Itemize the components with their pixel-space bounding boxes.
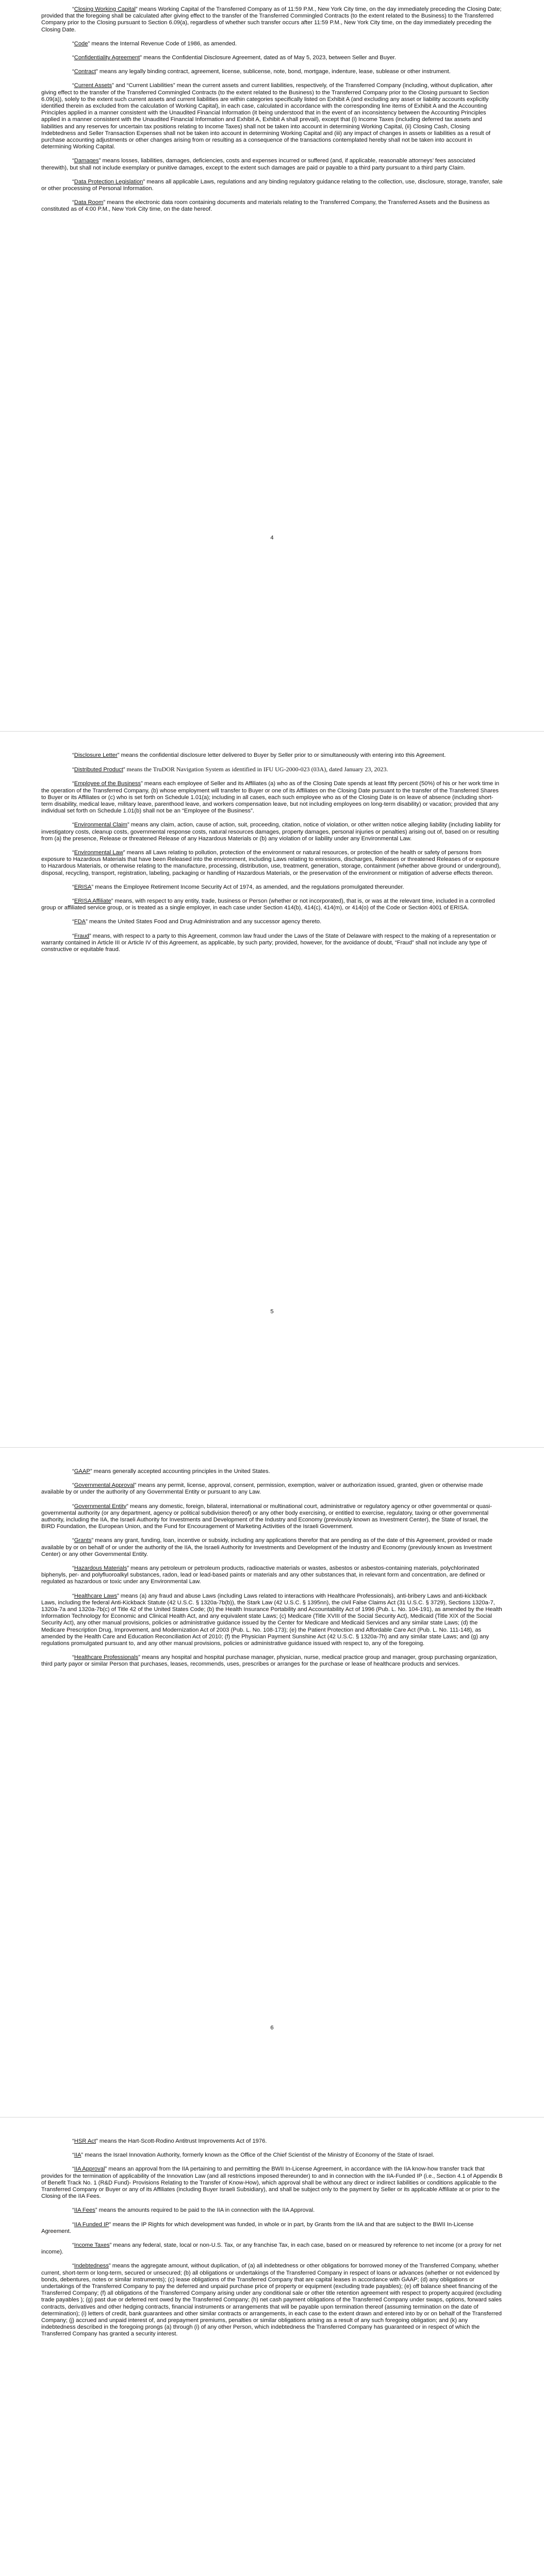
page-number: 5 <box>270 1309 274 1315</box>
definition-indebtedness: “Indebtedness” means the aggregate amount, without duplication, of (a) all indebtedness or other obligations for borrowed money of the Transferred Company, whether current, short-term or long-term, secured or unsecured; (b) all obligations or undertakings of the Transferred Company in respect of loans or advances (whether or not evidenced by bonds, debentures, notes or similar instruments); (c) lease obligations of the Transferred Company that are capital leases in accordance with GAAP; (d) any obligations or undertakings of the Transferred Company to pay the deferred and unpaid purchase price of property or equipment (excluding trade payables); (e) off balance sheet financing of the Transferred Company; (f) all obligations of the Transferred Company arising under any conditional sale or other title retention agreement with respect to property acquired (excluding trade payables ); (g) past due or deferred rent owed by the Transferred Company; (h) net cash payment obligations of the Transferred Company under swaps, options, forward sales contracts, derivatives and other hedging contracts, financial instruments or arrangements that will be payable upon termination thereof (assuming termination on the date of determination); (i) letters of credit, bank guarantees and other similar contracts or arrangements, in each case to the extent drawn and entered into by or on behalf of the Transferred Company; (j) accrued and unpaid interest of, and prepayment premiums, penalties or similar obligations arising as a result of any such foregoing obligation; and (k) any indebtedness described in the foregoing prongs (a) through (i) of any other Person, which indebtedness the Transferred Company has guaranteed or in respect of which the Transferred Company has granted a security interest. <box>41 2263 502 2337</box>
definition-healthcare-laws: “Healthcare Laws” means (a) any fraud and abuse Laws (including Laws related to interactions with Healthcare Professionals), anti-bribery Laws and anti-kickback Laws, including the federal Anti-Kickback Statute (42 U.S.C. § 1320a-7b(b)), the Stark Law (42 U.S.C. § 1395nn), the civil False Claims Act (31 U.S.C. § 3729), Sections 1320a-7, 1320a-7a and 1320a-7b(c) of Title 42 of the United States Code; (b) the Health Insurance Portability and Accountability Act of 1996 (Pub. L. No. 104-191), as amended by the Health Information Technology for Economic and Clinical Health Act, and any equivalent state Laws; (c) Medicare (Title XVIII of the Social Security Act), Medicaid (Title XIX of the Social Security Act), any other manual provisions, policies or administrative guidance issued by the Center for Medicare and Medicaid Services and any similar state Laws; (d) the Medicare Prescription Drug, Improvement, and Modernization Act of 2003 (Pub. L. No. 108-173); (e) the Patient Protection and Affordable Care Act (Pub. L. No. 111-148), as amended by the Health Care and Education Reconciliation Act of 2010; (f) the Physician Payment Sunshine Act (42 U.S.C. § 1320a-7h) and any similar state Laws; and (g) any regulations promulgated pursuant to, and any other manual provisions, policies or administrative guidance issued with respect to, any of the foregoing. <box>41 1592 502 1647</box>
definition-damages: “Damages” means losses, liabilities, damages, deficiencies, costs and expenses incurred or suffered (and, if applicable, reasonable attorneys’ fees associated therewith), but shall not include exemplary or punitive damages, except to the extent such damages are paid or payable to a third party pursuant to a third party Claim. <box>41 158 475 171</box>
definition-text: means any legally binding contract, agreement, license, sublicense, note, bond, mortgage, indenture, lease, sublease or other instrument. <box>97 69 451 75</box>
definition-text: means the Internal Revenue Code of 1986, as amended. <box>90 40 237 47</box>
definition-confidentiality-agreement: “Confidentiality Agreement” means the Confidential Disclosure Agreement, dated as of May 5, 2023, between Seller and Buyer. <box>72 55 397 61</box>
page-6 <box>0 1448 544 2117</box>
defined-term: Income Taxes <box>74 2242 110 2249</box>
defined-term: FDA <box>74 919 86 925</box>
definition-text: means the United States Food and Drug Administration and any successor agency thereto. <box>87 919 322 925</box>
defined-term: Data Protection Legislation <box>74 178 143 185</box>
page-7 <box>0 2117 544 2576</box>
definition-healthcare-professionals: “Healthcare Professionals” means any hospital and hospital purchase manager, physician, nurse, medical practice group and manager, group purchasing organization, third party payor or similar Person that purchases, leases, recommends, uses, prescribes or arranges for the purchase or lease of healthcare products and services. <box>41 1654 498 1668</box>
defined-term: Environmental Law <box>74 850 123 856</box>
page-number: 6 <box>270 2025 274 2031</box>
definition-text: means any grant, funding, loan, incentive or subsidy, including any applications therefor that are pending as of the date of this Agreement, provided or made available by or on behalf of or under the authority of the IIA, the Israeli Authority for Investments and Development of the Industry and Economy (previously known as Investment Center) or any other Governmental Entity. <box>41 1537 493 1557</box>
definition-text: means any permit, license, approval, consent, permission, exemption, waiver or authorization issued, granted, given or otherwise made available by or under the authority of any Governmental Entity or pursuant to any Law. <box>41 1482 483 1496</box>
definition-text: means the electronic data room containing documents and materials relating to the Transferred Company, the Transferred Assets and the Business as constituted as of 4:00 P.M., New York City time, on the date hereof. <box>41 199 490 213</box>
definition-employee-of-the-business: “Employee of the Business” means each employee of Seller and its Affiliates (a) who as of the Closing Date spends at least fifty percent (50%) of his or her work time in the operation of the Transferred Company, (b) whose employment will transfer to Buyer or one of its Affiliates on the Closing Date pursuant to the transfer of the Transferred Shares to Buyer or its Affiliates or (c) who is set forth on Schedule 1.01(a); including in all cases, each such employee who as of the Closing Date is on leave of absence (including short-term disability, medical leave, military leave, parenthood leave, and workers compensation leave, but not including employees on long-term disability) or vacation; provided that any individual set forth on Schedule 1.01(b) shall not be an “Employee of the Business”. <box>41 781 500 815</box>
definition-iia-fees: “IIA Fees” means the amounts required to be paid to the IIA in connection with the IIA Approval. <box>72 2207 315 2214</box>
definition-text: means any domestic, foreign, bilateral, international or multinational court, administrative or regulatory agency or other governmental or quasi-governmental authority (or any department, agency or political subdivision thereof) or any other body exercising, or entitled to exercise, regulatory, taxing or other governmental authority, including the IIA, the Israeli Authority for Investments and Development of the Industry and Economy (previously known as Investment Center), the State of Israel, the BIRD Foundation, the European Union, and the Fund for Encouragement of Marketing Activities of the Israeli Government. <box>41 1503 492 1530</box>
definition-erisa: “ERISA” means the Employee Retirement Income Security Act of 1974, as amended, and the regulations promulgated thereunder. <box>72 884 404 890</box>
definition-text: means each employee of Seller and its Affiliates (a) who as of the Closing Date spends at least fifty percent (50%) of his or her work time in the operation of the Transferred Company, (b) whose employment will transfer to Buyer or one of its Affiliates on the Closing Date pursuant to the transfer of the Transferred Shares to Buyer or its Affiliates or (c) who is set forth on Schedule 1.01(a); including in all cases, each such employee who as of the Closing Date is on leave of absence (including short-term disability, medical leave, military leave, parenthood leave, and workers compensation leave, but not including employees on long-term disability) or vacation; provided that any individual set forth on Schedule 1.01(b) shall not be an “Employee of the Business”. <box>41 781 500 815</box>
defined-term: Contract <box>74 69 96 75</box>
definition-data-protection-legislation: “Data Protection Legislation” means all applicable Laws, regulations and any binding regulatory guidance relating to the collection, use, disclosure, storage, transfer, sale or other processing of Personal Information. <box>41 178 503 192</box>
defined-term: Healthcare Professionals <box>74 1654 139 1661</box>
definition-fda: “FDA” means the United States Food and Drug Administration and any successor agency thereto. <box>72 919 322 925</box>
definition-hazardous-materials: “Hazardous Materials” means any petroleum or petroleum products, radioactive materials or wastes, asbestos or asbestos-containing materials, polychlorinated biphenyls, per- and polyfluoroalkyl substances, radon, lead or lead-based paints or materials and any other substances that, in relevant form and concentration, are defined or regulated as hazardous or toxic under any Environmental Law. <box>41 1565 485 1585</box>
definition-text: and “Current Liabilities” mean the current assets and current liabilities, respectively, of the Transferred Company (including, without duplication, after giving effect to the transfer of the Transferred Commingled Contracts (to the extent related to the Business) to the Transferred Company prior to the Closing pursuant to Section 6.09(a)), solely to the extent such current assets and current liabilities are within categories specifically listed on Exhibit A (and excluding any asset or liability accounts explicitly identified therein as excluded from the calculation of Working Capital), in each case, calculated in accordance with the corresponding line items of Exhibit A and the Accounting Principles applied in a manner consistent with the Unaudited Financial Information (it being understood that in the event of an inconsistency between the Accounting Principles applied in a manner consistent with the Unaudited Financial Information and Exhibit A, Exhibit A shall prevail), except that (i) Income Taxes (including deferred tax assets and liabilities and any reserves for uncertain tax positions relating to Income Taxes) shall not be taken into account in determining Working Capital, (ii) Closing Cash, Closing Indebtedness and Seller Transaction Expenses shall not be taken into account in determining Working Capital and (iii) any impact of changes in assets or liabilities as a result of purchase accounting adjustments or other changes arising from or resulting as a consequence of the transactions contemplated hereby shall not be taken into account in determining Working Capital. <box>41 82 493 150</box>
definition-grants: “Grants” means any grant, funding, loan, incentive or subsidy, including any applications therefor that are pending as of the date of this Agreement, provided or made available by or on behalf of or under the authority of the IIA, the Israeli Authority for Investments and Development of the Industry and Economy (previously known as Investment Center) or any other Governmental Entity. <box>41 1537 493 1557</box>
defined-term: Fraud <box>74 933 89 939</box>
definition-text: means any federal, state, local or non-U.S. Tax, or any franchise Tax, in each case, based on or measured by reference to net income (or a proxy for net income). <box>41 2242 502 2256</box>
definition-text: means Working Capital of the Transferred Company as of 11:59 P.M., New York City time, on the day immediately preceding the Closing Date; provided that the foregoing shall be calculated after giving effect to the transfer of the Transferred Commingled Contracts (to the extent related to the Business) to the Transferred Company prior to the Closing pursuant to Section 6.09(a), regardless of whether such transfer occurs after 11:59 P.M., New York City time, on the day immediately preceding the Closing Date. <box>41 6 502 33</box>
definition-iia-funded-ip: “IIA Funded IP” means the IP Rights for which development was funded, in whole or in part, by Grants from the IIA and that are subject to the BWII In-License Agreement. <box>41 2221 474 2234</box>
definition-iia: “IIA” means the Israel Innovation Authority, formerly known as the Office of the Chief Scientist of the Ministry of Economy of the State of Israel. <box>72 2152 435 2159</box>
definition-code: “Code” means the Internal Revenue Code of 1986, as amended. <box>72 40 237 47</box>
definition-iia-approval: “IIA Approval” means an approval from the IIA pertaining to and permitting the BWII In-License Agreement, in accordance with the IIA know-how transfer track that provides for the termination of applicability of the Innovation Law (and all restrictions imposed thereunder) to and in connection with the IIA-Funded IP (i.e., Section 4.1 of Appendix B of Benefit Track No. 1 (R&D Fund)- Provisions Relating to the Transfer of Know-How), which approval shall be without any direct or indirect liabilities or conditions applicable to the Transferred Company or Buyer or any of its Affiliates (including Buyer Israeli Subsidiary), and shall be subject only to the payment by Seller or its applicable Affiliate at or prior to the Closing of the IIA Fees. <box>41 2166 503 2200</box>
definition-text: means any petroleum or petroleum products, radioactive materials or wastes, asbestos or asbestos-containing materials, polychlorinated biphenyls, per- and polyfluoroalkyl substances, radon, lead or lead-based paints or materials and any other substances that, in relevant form and concentration, are defined or regulated as hazardous or toxic under any Environmental Law. <box>41 1565 485 1585</box>
definition-text: means the confidential disclosure letter delivered to Buyer by Seller prior to or simultaneously with entering into this Agreement. <box>119 752 446 758</box>
definition-text: means, with respect to a party to this Agreement, common law fraud under the Laws of the State of Delaware with respect to the making of a representation or warranty contained in Article III or Article IV of this Agreement, as applicable, by such party; provided, however, for the avoidance of doubt, “Fraud” shall not include any type of constructive or equitable fraud. <box>41 933 497 953</box>
defined-term: Environmental Claim <box>74 822 127 828</box>
definition-disclosure-letter: “Disclosure Letter” means the confidential disclosure letter delivered to Buyer by Seller prior to or simultaneously with entering into this Agreement. <box>72 752 446 758</box>
defined-term: Governmental Approval <box>74 1482 135 1489</box>
definition-text: means the Employee Retirement Income Security Act of 1974, as amended, and the regulations promulgated thereunder. <box>93 884 404 890</box>
defined-term: ERISA <box>74 884 92 890</box>
defined-term: Confidentiality Agreement <box>74 55 140 61</box>
defined-term: Governmental Entity <box>74 1503 127 1510</box>
definition-governmental-approval: “Governmental Approval” means any permit, license, approval, consent, permission, exemption, waiver or authorization issued, granted, given or otherwise made available by or under the authority of any Governmental Entity or pursuant to any Law. <box>41 1482 483 1496</box>
definition-text: means the amounts required to be paid to the IIA in connection with the IIA Approval. <box>97 2207 315 2214</box>
defined-term: ERISA Affiliate <box>74 898 111 905</box>
definition-text: means all applicable Laws, regulations and any binding regulatory guidance relating to the collection, use, disclosure, storage, transfer, sale or other processing of Personal Information. <box>41 178 503 192</box>
defined-term: Damages <box>74 158 99 164</box>
page-5 <box>0 732 544 1448</box>
definition-fraud: “Fraud” means, with respect to a party to this Agreement, common law fraud under the Laws of the State of Delaware with respect to the making of a representation or warranty contained in Article III or Article IV of this Agreement, as applicable, by such party; provided, however, for the avoidance of doubt, “Fraud” shall not include any type of constructive or equitable fraud. <box>41 933 497 953</box>
definition-current-assets: “Current Assets” and “Current Liabilities” mean the current assets and current liabilities, respectively, of the Transferred Company (including, without duplication, after giving effect to the transfer of the Transferred Commingled Contracts (to the extent related to the Business) to the Transferred Company prior to the Closing pursuant to Section 6.09(a)), solely to the extent such current assets and current liabilities are within categories specifically listed on Exhibit A (and excluding any asset or liability accounts explicitly identified therein as excluded from the calculation of Working Capital), in each case, calculated in accordance with the corresponding line items of Exhibit A and the Accounting Principles applied in a manner consistent with the Unaudited Financial Information (it being understood that in the event of an inconsistency between the Accounting Principles applied in a manner consistent with the Unaudited Financial Information and Exhibit A, Exhibit A shall prevail), except that (i) Income Taxes (including deferred tax assets and liabilities and any reserves for uncertain tax positions relating to Income Taxes) shall not be taken into account in determining Working Capital, (ii) Closing Cash, Closing Indebtedness and Seller Transaction Expenses shall not be taken into account in determining Working Capital and (iii) any impact of changes in assets or liabilities as a result of purchase accounting adjustments or other changes arising from or resulting as a consequence of the transactions contemplated hereby shall not be taken into account in determining Working Capital. <box>41 82 493 150</box>
defined-term: GAAP <box>74 1468 90 1475</box>
definition-text: means (a) any fraud and abuse Laws (including Laws related to interactions with Healthcare Professionals), anti-bribery Laws and anti-kickback Laws, including the federal Anti-Kickback Statute (42 U.S.C. § 1320a-7b(b)), the Stark Law (42 U.S.C. § 1395nn), the civil False Claims Act (31 U.S.C. § 3729), Sections 1320a-7, 1320a-7a and 1320a-7b(c) of Title 42 of the United States Code; (b) the Health Insurance Portability and Accountability Act of 1996 (Pub. L. No. 104-191), as amended by the Health Information Technology for Economic and Clinical Health Act, and any equivalent state Laws; (c) Medicare (Title XVIII of the Social Security Act), Medicaid (Title XIX of the Social Security Act), any other manual provisions, policies or administrative guidance issued by the Center for Medicare and Medicaid Services and any similar state Laws; (d) the Medicare Prescription Drug, Improvement, and Modernization Act of 2003 (Pub. L. No. 108-173); (e) the Patient Protection and Affordable Care Act (Pub. L. No. 111-148), as amended by the Health Care and Education Reconciliation Act of 2010; (f) the Physician Payment Sunshine Act (42 U.S.C. § 1320a-7h) and any similar state Laws; and (g) any regulations promulgated pursuant to, and any other manual provisions, policies or administrative guidance issued with respect to, any of the foregoing. <box>41 1592 502 1647</box>
defined-term: Current Assets <box>74 82 112 89</box>
definition-text: means an approval from the IIA pertaining to and permitting the BWII In-License Agreement, in accordance with the IIA know-how transfer track that provides for the termination of applicability of the Innovation Law (and all restrictions imposed thereunder) to and in connection with the IIA-Funded IP (i.e., Section 4.1 of Appendix B of Benefit Track No. 1 (R&D Fund)- Provisions Relating to the Transfer of Know-How), which approval shall be without any direct or indirect liabilities or conditions applicable to the Transferred Company or Buyer or any of its Affiliates (including Buyer Israeli Subsidiary), and shall be subject only to the payment by Seller or its applicable Affiliate at or prior to the Closing of the IIA Fees. <box>41 2166 503 2200</box>
defined-term: IIA Approval <box>74 2166 105 2173</box>
defined-term: Indebtedness <box>74 2263 109 2269</box>
definition-contract: “Contract” means any legally binding contract, agreement, license, sublicense, note, bond, mortgage, indenture, lease, sublease or other instrument. <box>72 69 451 75</box>
definition-income-taxes: “Income Taxes” means any federal, state, local or non-U.S. Tax, or any franchise Tax, in each case, based on or measured by reference to net income (or a proxy for net income). <box>41 2242 502 2256</box>
definition-environmental-law: “Environmental Law” means all Laws relating to pollution, protection of the environment or natural resources, or protection of the health or safety of persons from exposure to Hazardous Materials that have been Released into the environment, including Laws relating to emissions, discharges, Releases or threatened Releases of or exposure to Hazardous Materials, or otherwise relating to the manufacture, processing, distribution, use, treatment, generation, storage, containment (whether above ground or underground), disposal, recycling, transport, registration, labeling, packaging or handling of Hazardous Materials, or the preservation of the environment or mitigation of adverse effects thereon. <box>41 850 501 876</box>
definition-text: means the IP Rights for which development was funded, in whole or in part, by Grants from the IIA and that are subject to the BWII In-License Agreement. <box>41 2221 474 2234</box>
definition-closing-working-capital: “Closing Working Capital” means Working Capital of the Transferred Company as of 11:59 P.M., New York City time, on the day immediately preceding the Closing Date; provided that the foregoing shall be calculated after giving effect to the transfer of the Transferred Commingled Contracts (to the extent related to the Business) to the Transferred Company prior to the Closing pursuant to Section 6.09(a), regardless of whether such transfer occurs after 11:59 P.M., New York City time, on the day immediately preceding the Closing Date. <box>41 6 502 33</box>
defined-term: IIA Funded IP <box>74 2221 109 2228</box>
defined-term: Data Room <box>74 199 104 206</box>
defined-term: Disclosure Letter <box>74 752 118 758</box>
page-number: 4 <box>270 535 274 541</box>
definition-governmental-entity: “Governmental Entity” means any domestic, foreign, bilateral, international or multinational court, administrative or regulatory agency or other governmental or quasi-governmental authority (or any department, agency or political subdivision thereof) or any other body exercising, or entitled to exercise, regulatory, taxing or other governmental authority, including the IIA, the Israeli Authority for Investments and Development of the Industry and Economy (previously known as Investment Center), the State of Israel, the BIRD Foundation, the European Union, and the Fund for Encouragement of Marketing Activities of the Israeli Government. <box>41 1503 492 1530</box>
definition-text: means the aggregate amount, without duplication, of (a) all indebtedness or other obligations for borrowed money of the Transferred Company, whether current, short-term or long-term, secured or unsecured; (b) all obligations or undertakings of the Transferred Company in respect of loans or advances (whether or not evidenced by bonds, debentures, notes or similar instruments); (c) lease obligations of the Transferred Company that are capital leases in accordance with GAAP; (d) any obligations or undertakings of the Transferred Company to pay the deferred and unpaid purchase price of property or equipment (excluding trade payables); (e) off balance sheet financing of the Transferred Company; (f) all obligations of the Transferred Company arising under any conditional sale or other title retention agreement with respect to property acquired (excluding trade payables ); (g) past due or deferred rent owed by the Transferred Company; (h) net cash payment obligations of the Transferred Company under swaps, options, forward sales contracts, derivatives and other hedging contracts, financial instruments or arrangements that will be payable upon termination thereof (assuming termination on the date of determination); (i) letters of credit, bank guarantees and other similar contracts or arrangements, in each case to the extent drawn and entered into by or on behalf of the Transferred Company; (j) accrued and unpaid interest of, and prepayment premiums, penalties or similar obligations arising as a result of any such foregoing obligation; and (k) any indebtedness described in the foregoing prongs (a) through (i) of any other Person, which indebtedness the Transferred Company has guaranteed or in respect of which the Transferred Company has granted a security interest. <box>41 2263 502 2337</box>
defined-term: HSR Act <box>74 2138 96 2144</box>
definition-text: means generally accepted accounting principles in the United States. <box>92 1468 270 1475</box>
definition-environmental-claim: “Environmental Claim” means any claim, action, cause of action, suit, proceeding, citation, notice of violation, or other written notice alleging liability (including liability for investigatory costs, cleanup costs, governmental response costs, natural resources damages, property damages, personal injuries or penalties) arising out of, based on or resulting from (a) the presence, Release or threatened Release of any Hazardous Materials or (b) any violation of or liability under any Environmental Law. <box>41 822 501 842</box>
definition-gaap: “GAAP” means generally accepted accounting principles in the United States. <box>72 1468 270 1475</box>
definition-erisa-affiliate: “ERISA Affiliate” means, with respect to any entity, trade, business or Person (whether or not incorporated), that is, or was at the relevant time, included in a controlled group or affiliated service group, or is treated as a single employer, in each case under Section 414(b), 414(c), 414(m), or 414(o) of the Code or Section 4001 of ERISA. <box>41 898 495 911</box>
page-4 <box>0 0 544 732</box>
definition-text: means all Laws relating to pollution, protection of the environment or natural resources, or protection of the health or safety of persons from exposure to Hazardous Materials that have been Released into the environment, including Laws relating to emissions, discharges, Releases or threatened Releases of or exposure to Hazardous Materials, or otherwise relating to the manufacture, processing, distribution, use, treatment, generation, storage, containment (whether above ground or underground), disposal, recycling, transport, registration, labeling, packaging or handling of Hazardous Materials, or the preservation of the environment or mitigation of adverse effects thereon. <box>41 850 501 876</box>
defined-term: IIA Fees <box>74 2207 95 2214</box>
definition-text: means the TruDOR Navigation System as identified in IFU UG-2000-023 (03A), dated January 23, 2023. <box>125 766 388 773</box>
definition-data-room: “Data Room” means the electronic data room containing documents and materials relating to the Transferred Company, the Transferred Assets and the Business as constituted as of 4:00 P.M., New York City time, on the date hereof. <box>41 199 490 213</box>
defined-term: Grants <box>74 1537 92 1544</box>
defined-term: Closing Working Capital <box>74 6 136 12</box>
defined-term: Code <box>74 40 88 47</box>
definition-text: means, with respect to any entity, trade, business or Person (whether or not incorporated), that is, or was at the relevant time, included in a controlled group or affiliated service group, or is treated as a single employer, in each case under Section 414(b), 414(c), 414(m), or 414(o) of the Code or Section 4001 of ERISA. <box>41 898 495 911</box>
definition-text: means the Israel Innovation Authority, formerly known as the Office of the Chief Scientist of the Ministry of Economy of the State of Israel. <box>83 2152 435 2159</box>
defined-term: Distributed Product <box>74 767 123 773</box>
definition-hsr-act: “HSR Act” means the Hart-Scott-Rodino Antitrust Improvements Act of 1976. <box>72 2138 267 2144</box>
definition-distributed-product: “Distributed Product” means the TruDOR Navigation System as identified in IFU UG-2000-023 (03A), dated January 23, 2023. <box>72 766 388 773</box>
definition-text: means any hospital and hospital purchase manager, physician, nurse, medical practice group and manager, group purchasing organization, third party payor or similar Person that purchases, leases, recommends, uses, prescribes or arranges for the purchase or lease of healthcare products and services. <box>41 1654 498 1668</box>
defined-term: Employee of the Business <box>74 781 141 787</box>
defined-term: Hazardous Materials <box>74 1565 127 1572</box>
definition-text: means the Confidential Disclosure Agreement, dated as of May 5, 2023, between Seller and Buyer. <box>141 55 397 61</box>
defined-term: Healthcare Laws <box>74 1592 118 1599</box>
definition-text: means any claim, action, cause of action, suit, proceeding, citation, notice of violation, or other written notice alleging liability (including liability for investigatory costs, cleanup costs, governmental response costs, natural resources damages, property damages, personal injuries or penalties) arising out of, based on or resulting from (a) the presence, Release or threatened Release of any Hazardous Materials or (b) any violation of or liability under any Environmental Law. <box>41 822 501 842</box>
definition-text: means the Hart-Scott-Rodino Antitrust Improvements Act of 1976. <box>97 2138 267 2144</box>
defined-term: IIA <box>74 2152 81 2159</box>
definition-text: means losses, liabilities, damages, deficiencies, costs and expenses incurred or suffered (and, if applicable, reasonable attorneys’ fees associated therewith), but shall not include exemplary or punitive damages, except to the extent such damages are paid or payable to a third party pursuant to a third party Claim. <box>41 158 475 171</box>
